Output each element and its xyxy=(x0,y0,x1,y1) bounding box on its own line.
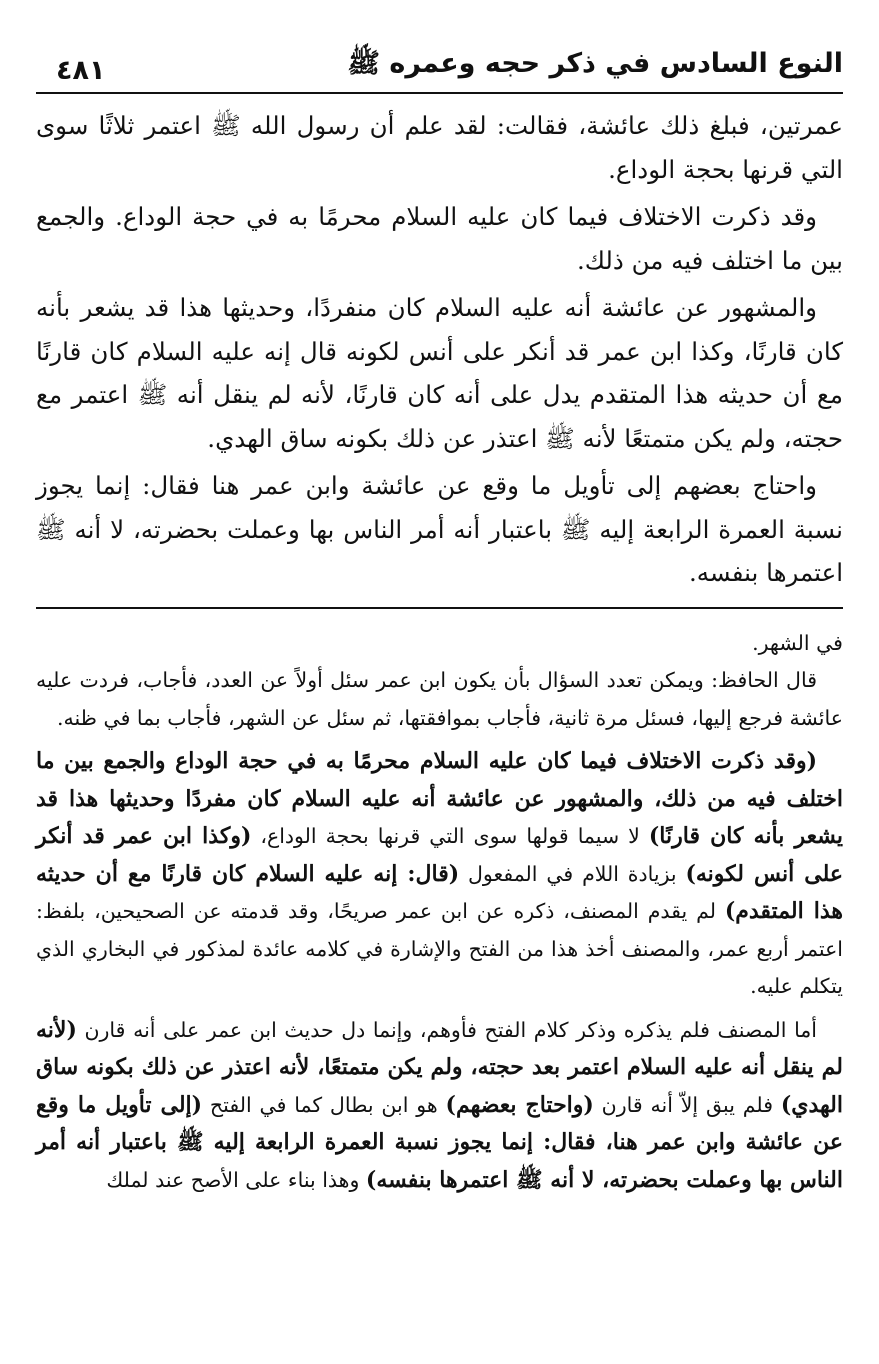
quoted-text: (وقد ذكرت الاختلاف فيما كان عليه السلام محرمًا به في حجة الوداع والجمع بين ما اختلف فيه من ذلك، والمشهور عن عائشة أنه عليه السلام كان مفردًا وحديثها هذا قد يشعر بأنه كان قارنًا) xyxy=(36,748,844,849)
running-title: النوع السادس في ذكر حجه وعمره ﷺ xyxy=(347,48,843,79)
main-paragraph-2: وقد ذكرت الاختلاف فيما كان عليه السلام محرمًا به في حجة الوداع. والجمع بين ما اختلف فيه من ذلك. xyxy=(36,202,843,275)
main-text-section xyxy=(36,104,843,595)
quoted-text: (قال: إنه عليه السلام كان قارنًا مع أن حديثه هذا المتقدم) xyxy=(36,860,843,924)
quoted-text: (إلى تأويل ما وقع عن عائشة وابن عمر هنا، فقال: إنما يجوز نسبة العمرة الرابعة إليه ﷺ باعتبار أنه أمر الناس بها وعملت بحضرته، لا أنه ﷺ اعتمرها بنفسه) xyxy=(36,1091,843,1193)
section-divider xyxy=(36,607,843,609)
commentary-section xyxy=(36,625,843,1200)
commentary-text: هو ابن بطال كما في الفتح xyxy=(202,1092,446,1117)
commentary-text: فلم يبق إلاّ أنه قارن xyxy=(593,1092,781,1117)
commentary-paragraph-4 xyxy=(36,1012,843,1200)
main-paragraph-4: واحتاج بعضهم إلى تأويل ما وقع عن عائشة وابن عمر هنا فقال: إنما يجوز نسبة العمرة الرابعة إليه ﷺ باعتبار أنه أمر الناس بها وعملت بحضرته، لا أنه ﷺ اعتمرها بنفسه. xyxy=(36,471,843,587)
commentary-paragraph-2: قال الحافظ: ويمكن تعدد السؤال بأن يكون ابن عمر سئل أولاً عن العدد، فأجاب، فردت عليه عائشة فرجع إليها، فسئل مرة ثانية، فأجاب بموافقتها، ثم سئل عن الشهر، فأجاب بما في ظنه. xyxy=(36,668,843,730)
commentary-paragraph-1: في الشهر. xyxy=(752,630,843,655)
commentary-text: أما المصنف فلم يذكره وذكر كلام الفتح فأوهم، وإنما دل حديث ابن عمر على أنه قارن xyxy=(76,1017,817,1042)
page-number: ٤٨١ xyxy=(56,55,106,86)
commentary-text: لا سيما قولها سوى التي قرنها بحجة الوداع، xyxy=(251,824,649,848)
commentary-text: وهذا بناء على الأصح عند لملك xyxy=(106,1167,366,1192)
main-paragraph-3: والمشهور عن عائشة أنه عليه السلام كان منفردًا، وحديثها هذا قد يشعر بأنه كان قارنًا، وكذا ابن عمر قد أنكر على أنس لكونه قال إنه عليه السلام كان قارنًا مع أن حديثه هذا المتقدم يدل على أنه كان قارنًا، لأنه لم ينقل أنه ﷺ اعتمر مع حجته، ولم يكن متمتعًا لأنه ﷺ اعتذر عن ذلك بكونه ساق الهدي. xyxy=(36,293,843,453)
quoted-text: (وكذا ابن عمر قد أنكر على أنس لكونه) xyxy=(36,823,843,887)
page-header xyxy=(36,40,843,92)
main-paragraph-1: عمرتين، فبلغ ذلك عائشة، فقالت: لقد علم أن رسول الله ﷺ اعتمر ثلاثًا سوى التي قرنها بحجة الوداع. xyxy=(36,111,843,184)
commentary-text: بزيادة اللام في المفعول xyxy=(459,861,686,886)
header-rule xyxy=(36,92,843,94)
quoted-text: (واحتاج بعضهم) xyxy=(445,1091,594,1118)
commentary-paragraph-3 xyxy=(36,743,843,1006)
commentary-text: لم يقدم المصنف، ذكره عن ابن عمر صريحًا، وقد قدمته عن الصحيحين، بلفظ: اعتمر أربع عمر، والمصنف أخذ هذا من الفتح والإشارة في كلامه عائدة لمذكور في البخاري الذي يتكلم عليه. xyxy=(36,899,843,998)
quoted-text: (لأنه لم ينقل أنه عليه السلام اعتمر بعد حجته، ولم يكن متمتعًا، لأنه اعتذر عن ذلك بكونه ساق الهدي) xyxy=(36,1016,843,1118)
